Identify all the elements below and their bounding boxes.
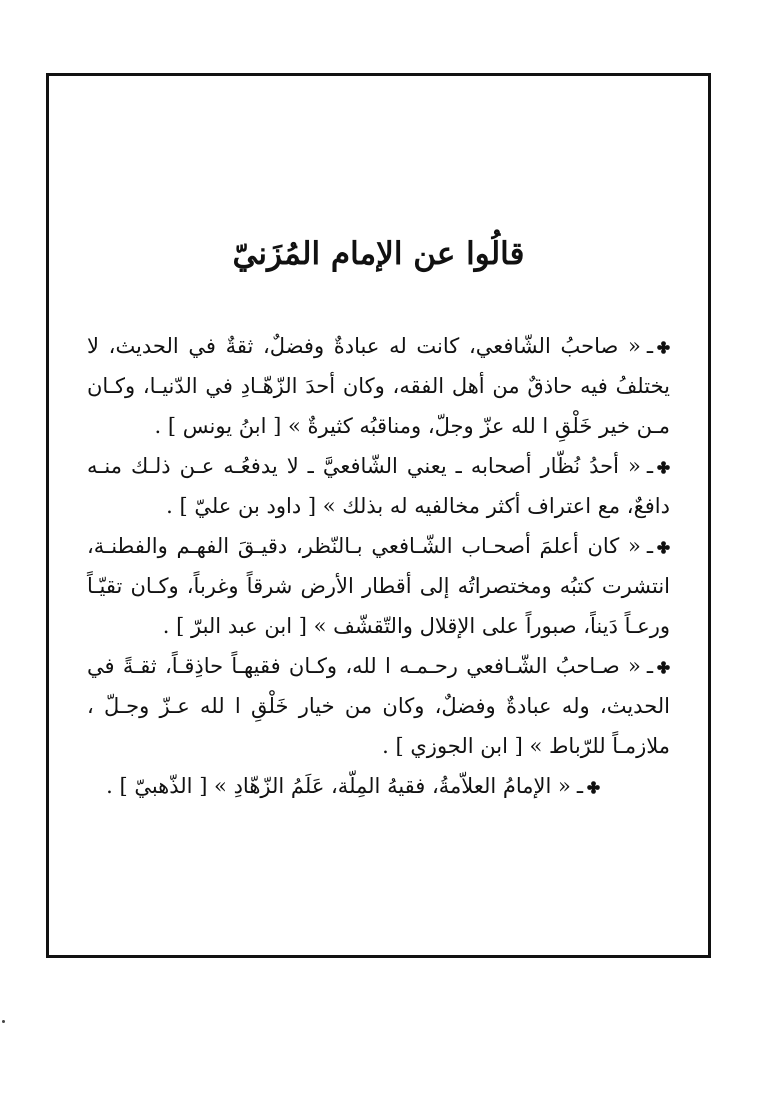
quote-item (87, 526, 670, 646)
quote-text: « كان أعلمَ أصحـاب الشّـافعي بـالنّظر، دقيـقَ الفهـم والفطنـة، انتشرت كتبُه ومختصراتُه إلى أقطار الأرض شرقاً وغرباً، وكـان تقيّـاً ورعـاً دَيناً، صبوراً على الإقلال والتّقشّف » [ ابن عبد البرّ ] . (87, 534, 670, 638)
quote-text: « صاحبُ الشّافعي، كانت له عبادةٌ وفضلٌ، ثقةٌ في الحديث، لا يختلفُ فيه حاذقٌ من أهل الفقه، وكان أحدَ الزّهّـادِ في الدّنيـا، وكـان مـن خير خَلْقِ ا لله عزّ وجلّ، ومناقبُه كثيرةٌ » [ ابنُ يونس ] . (87, 334, 670, 438)
quote-item (87, 646, 670, 766)
flower-bullet-icon (657, 461, 670, 474)
quote-item (87, 766, 670, 806)
flower-bullet-icon (657, 341, 670, 354)
quote-text: « أحدُ نُظّار أصحابه ـ يعني الشّافعيَّ ـ لا يدفعُـه عـن ذلـك منـه دافعٌ، مع اعتراف أكثر مخالفيه له بذلك » [ داود بن عليّ ] . (87, 454, 670, 518)
flower-bullet-icon (657, 661, 670, 674)
bullet-dash: ـ (646, 654, 653, 678)
bullet-dash: ـ (646, 454, 653, 478)
bullet-dash: ـ (646, 334, 653, 358)
bullet-dash: ـ (646, 534, 653, 558)
scan-speck (2, 1020, 5, 1023)
quote-text: « صـاحبُ الشّـافعي رحـمـه ا لله، وكـان فقيهـاً حاذِقـاً، ثقـةً في الحديث، وله عبادةٌ وفضلٌ، وكان من خيار خَلْقِ ا لله عـزّ وجـلّ ، ملازمـاً للرّباط » [ ابن الجوزي ] . (87, 654, 670, 758)
bullet-dash: ـ (576, 774, 583, 798)
page-frame (46, 73, 711, 958)
quote-text: « الإمامُ العلاّمةُ، فقيهُ المِلّة، عَلَمُ الزّهّادِ » [ الذّهبيّ ] . (106, 774, 571, 798)
flower-bullet-icon (657, 541, 670, 554)
flower-bullet-icon (587, 781, 600, 794)
page-title: قالُوا عن الإمام المُزَنيّ (232, 236, 525, 272)
quote-item (87, 446, 670, 526)
quote-item (87, 326, 670, 446)
quotes-list (87, 326, 670, 806)
